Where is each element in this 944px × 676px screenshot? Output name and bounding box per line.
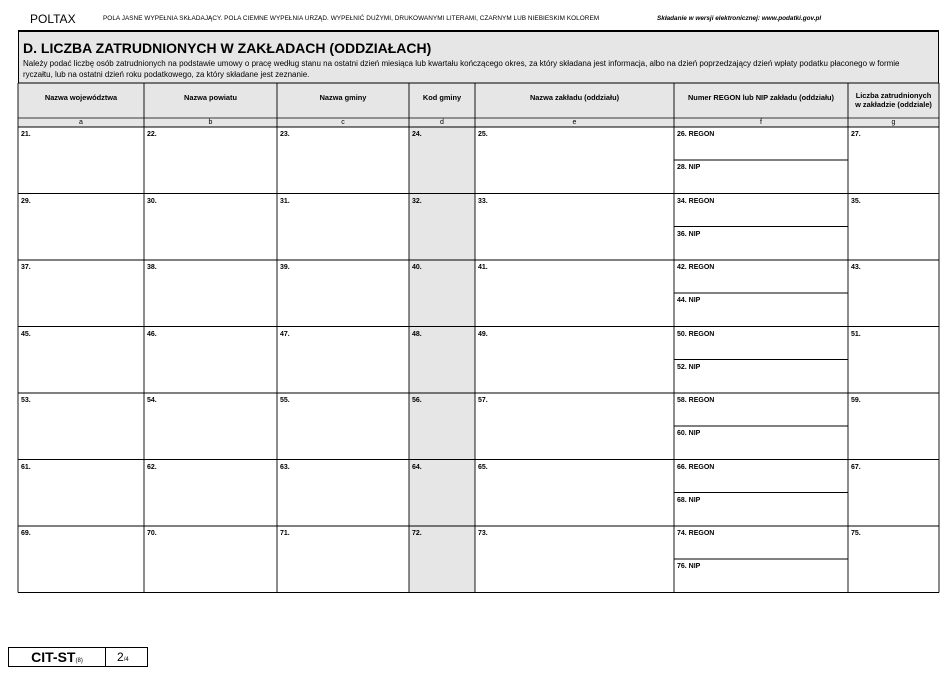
field-c[interactable]: 31. — [280, 197, 290, 205]
field-c[interactable]: 39. — [280, 264, 290, 271]
field-c[interactable]: 63. — [280, 463, 290, 471]
field-d[interactable]: 64. — [412, 463, 422, 471]
regon-field[interactable]: 74. REGON — [677, 530, 715, 537]
form-version: (8) — [75, 658, 83, 664]
regon-field[interactable]: 42. REGON — [677, 264, 715, 271]
column-header-a: Nazwa województwa — [44, 93, 118, 102]
nip-field[interactable]: 76. NIP — [677, 563, 701, 570]
field-a[interactable]: 21. — [21, 131, 31, 138]
column-header-c: Nazwa gminy — [319, 93, 367, 102]
column-letter-c: c — [341, 119, 345, 126]
field-g[interactable]: 75. — [851, 530, 861, 537]
column-letter-e: e — [572, 119, 577, 126]
field-a[interactable]: 29. — [21, 197, 31, 205]
page-number — [117, 650, 129, 664]
field-c[interactable]: 55. — [280, 397, 290, 404]
page-total: /4 — [123, 657, 129, 663]
field-d[interactable]: 24. — [412, 131, 422, 138]
column-header-f: Numer REGON lub NIP zakładu (oddziału) — [687, 93, 835, 102]
field-e[interactable]: 57. — [478, 397, 488, 404]
form-code-text: CIT-ST — [31, 649, 76, 665]
field-d[interactable]: 56. — [412, 397, 422, 404]
form-footer — [8, 647, 148, 667]
field-b[interactable]: 70. — [147, 530, 157, 537]
page-current: 2 — [117, 650, 124, 664]
column-letter-b: b — [208, 119, 213, 126]
field-a[interactable]: 53. — [21, 397, 31, 404]
field-g[interactable]: 35. — [851, 197, 861, 205]
field-b[interactable]: 38. — [147, 264, 157, 271]
nip-field[interactable]: 36. NIP — [677, 230, 701, 238]
column-letter-g: g — [891, 119, 896, 126]
nip-field[interactable]: 28. NIP — [677, 164, 701, 171]
field-b[interactable]: 54. — [147, 397, 157, 404]
column-header-b: Nazwa powiatu — [184, 93, 237, 102]
field-e[interactable]: 41. — [478, 264, 488, 271]
field-e[interactable]: 73. — [478, 530, 488, 537]
field-b[interactable]: 62. — [147, 463, 157, 471]
field-c[interactable]: 47. — [280, 330, 290, 338]
nip-field[interactable]: 52. NIP — [677, 363, 701, 371]
field-d[interactable]: 40. — [412, 264, 422, 271]
field-b[interactable]: 46. — [147, 330, 157, 338]
column-header-g: Liczba zatrudnionych w zakładzie (oddziale) — [855, 91, 932, 109]
field-a[interactable]: 45. — [21, 330, 31, 338]
field-d[interactable]: 48. — [412, 330, 422, 338]
field-e[interactable]: 65. — [478, 463, 488, 471]
regon-field[interactable]: 26. REGON — [677, 131, 715, 138]
field-b[interactable]: 22. — [147, 131, 157, 138]
regon-field[interactable]: 58. REGON — [677, 397, 715, 404]
field-g[interactable]: 67. — [851, 463, 861, 471]
nip-field[interactable]: 68. NIP — [677, 496, 701, 504]
column-letter-d: d — [440, 119, 444, 126]
column-header-d: Kod gminy — [422, 93, 462, 102]
field-g[interactable]: 59. — [851, 397, 861, 404]
form-code — [9, 648, 106, 666]
brand-label: POLTAX — [30, 12, 76, 26]
nip-field[interactable]: 60. NIP — [677, 430, 701, 437]
regon-field[interactable]: 34. REGON — [677, 197, 715, 205]
field-g[interactable]: 27. — [851, 131, 861, 138]
field-a[interactable]: 61. — [21, 463, 31, 471]
field-g[interactable]: 51. — [851, 330, 861, 338]
field-e[interactable]: 49. — [478, 330, 488, 338]
field-b[interactable]: 30. — [147, 197, 157, 205]
field-c[interactable]: 71. — [280, 530, 290, 537]
fill-instructions: POLA JASNE WYPEŁNIA SKŁADAJĄCY. POLA CIEMNE WYPEŁNIA URZĄD. WYPEŁNIĆ DUŻYMI, DRUKOWANYMI LITERAMI, CZARNYM LUB NIEBIESKIM KOLOREM — [103, 15, 600, 22]
field-e[interactable]: 25. — [478, 131, 488, 138]
field-e[interactable]: 33. — [478, 197, 488, 205]
column-letter-a: a — [79, 119, 83, 126]
field-c[interactable]: 23. — [280, 131, 290, 138]
regon-field[interactable]: 50. REGON — [677, 330, 715, 338]
regon-field[interactable]: 66. REGON — [677, 463, 715, 471]
section-description: Należy podać liczbę osób zatrudnionych na podstawie umowy o pracę według stanu na ostatni dzień miesiąca lub kwartału kończącego okres, za który składana jest informacja, albo na dzień poprzedzający dzień wpłaty podatku płaconego w formie ryczałtu, lub na ostatni dzień roku podatkowego, za który składane jest zeznanie. — [23, 59, 900, 79]
nip-field[interactable]: 44. NIP — [677, 297, 701, 304]
field-g[interactable]: 43. — [851, 264, 861, 271]
column-header-e: Nazwa zakładu (oddziału) — [529, 93, 620, 102]
field-d[interactable]: 72. — [412, 530, 422, 537]
field-d[interactable]: 32. — [412, 197, 422, 205]
field-a[interactable]: 37. — [21, 264, 31, 271]
section-title: D. LICZBA ZATRUDNIONYCH W ZAKŁADACH (ODDZIAŁACH) — [23, 40, 432, 56]
column-letter-f: f — [760, 119, 762, 126]
field-a[interactable]: 69. — [21, 530, 31, 537]
electronic-filing-note: Składanie w wersji elektronicznej: www.podatki.gov.pl — [657, 15, 822, 22]
